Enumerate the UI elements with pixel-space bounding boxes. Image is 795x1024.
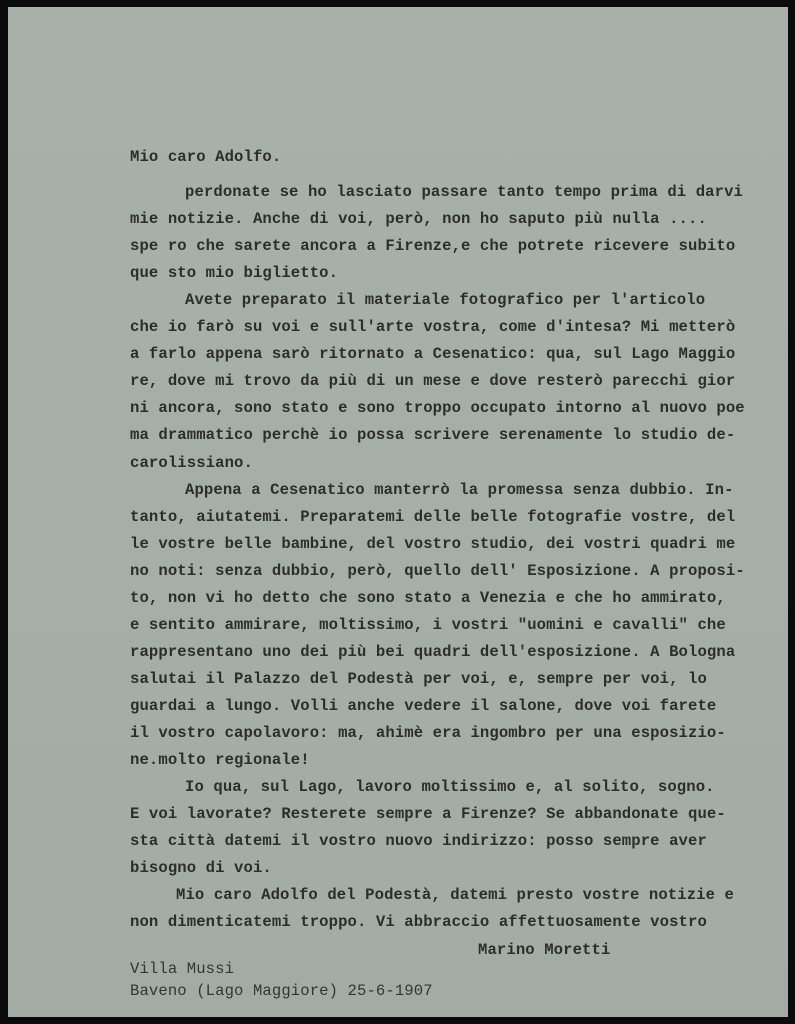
paragraph-line: que sto mio biglietto. — [130, 264, 339, 283]
address-line-2: Baveno (Lago Maggiore) 25-6-1907 — [130, 982, 433, 1000]
signature: Marino Moretti — [478, 941, 611, 959]
paragraph-line: E voi lavorate? Resterete sempre a Firenze? Se abbandonate que- — [130, 805, 726, 824]
paragraph-line: bisogno di voi. — [130, 859, 272, 878]
letter-page — [8, 7, 788, 1017]
paragraph-line: ni ancora, sono stato e sono troppo occupato intorno al nuovo poe — [130, 399, 745, 418]
paragraph-line: salutai il Palazzo del Podestà per voi, e, sempre per voi, lo — [130, 669, 707, 688]
paragraph-first-line: Io qua, sul Lago, lavoro moltissimo e, al solito, sogno. — [185, 778, 715, 797]
paragraph-line: ne.molto regionale! — [130, 751, 310, 770]
paragraph-line: rappresentano uno dei più bei quadri dell'esposizione. A Bologna — [130, 642, 736, 661]
paragraph-line: a farlo appena sarò ritornato a Cesenatico: qua, sul Lago Maggio — [130, 345, 736, 364]
paragraph-line: che io farò su voi e sull'arte vostra, come d'intesa? Mi metterò — [130, 318, 736, 337]
paragraph-first-line: Appena a Cesenatico manterrò la promessa senza dubbio. In- — [185, 480, 734, 499]
paragraph-first-line: perdonate se ho lasciato passare tanto tempo prima di darvi — [185, 183, 744, 201]
paragraph-first-line: Mio caro Adolfo del Podestà, datemi presto vostre notizie e — [176, 886, 735, 905]
paragraph-line: no noti: senza dubbio, però, quello dell' Esposizione. A proposi- — [130, 561, 745, 580]
paragraph-line: re, dove mi trovo da più di un mese e dove resterò parecchi gior — [130, 372, 736, 391]
paragraph-line: guardai a lungo. Volli anche vedere il salone, dove voi farete — [130, 696, 717, 715]
paragraph-line: ma drammatico perchè io possa scrivere serenamente lo studio de- — [130, 426, 736, 445]
address-line-1: Villa Mussi — [130, 960, 235, 978]
paragraph-line: e sentito ammirare, moltissimo, i vostri "uomini e cavalli" che — [130, 615, 726, 634]
paragraph-line: spe ro che sarete ancora a Firenze,e che potrete ricevere subito — [130, 237, 736, 256]
paragraph-line: il vostro capolavoro: ma, ahimè era ingombro per una esposizio- — [130, 724, 726, 742]
paragraph-line: carolissiano. — [130, 453, 253, 472]
paragraph-line: sta città datemi il vostro nuovo indirizzo: posso sempre aver — [130, 832, 707, 851]
paragraph-line: non dimenticatemi troppo. Vi abbraccio affettuosamente vostro — [130, 913, 707, 932]
paragraph-line: tanto, aiutatemi. Preparatemi delle belle fotografie vostre, del — [130, 507, 736, 526]
paragraph-line: mie notizie. Anche di voi, però, non ho saputo più nulla .... — [130, 210, 707, 229]
paragraph-first-line: Avete preparato il materiale fotografico per l'articolo — [185, 291, 706, 310]
salutation: Mio caro Adolfo. — [130, 148, 282, 166]
paragraph-line: le vostre belle bambine, del vostro studio, dei vostri quadri me — [130, 534, 736, 553]
paragraph-line: to, non vi ho detto che sono stato a Venezia e che ho ammirato, — [130, 588, 726, 607]
